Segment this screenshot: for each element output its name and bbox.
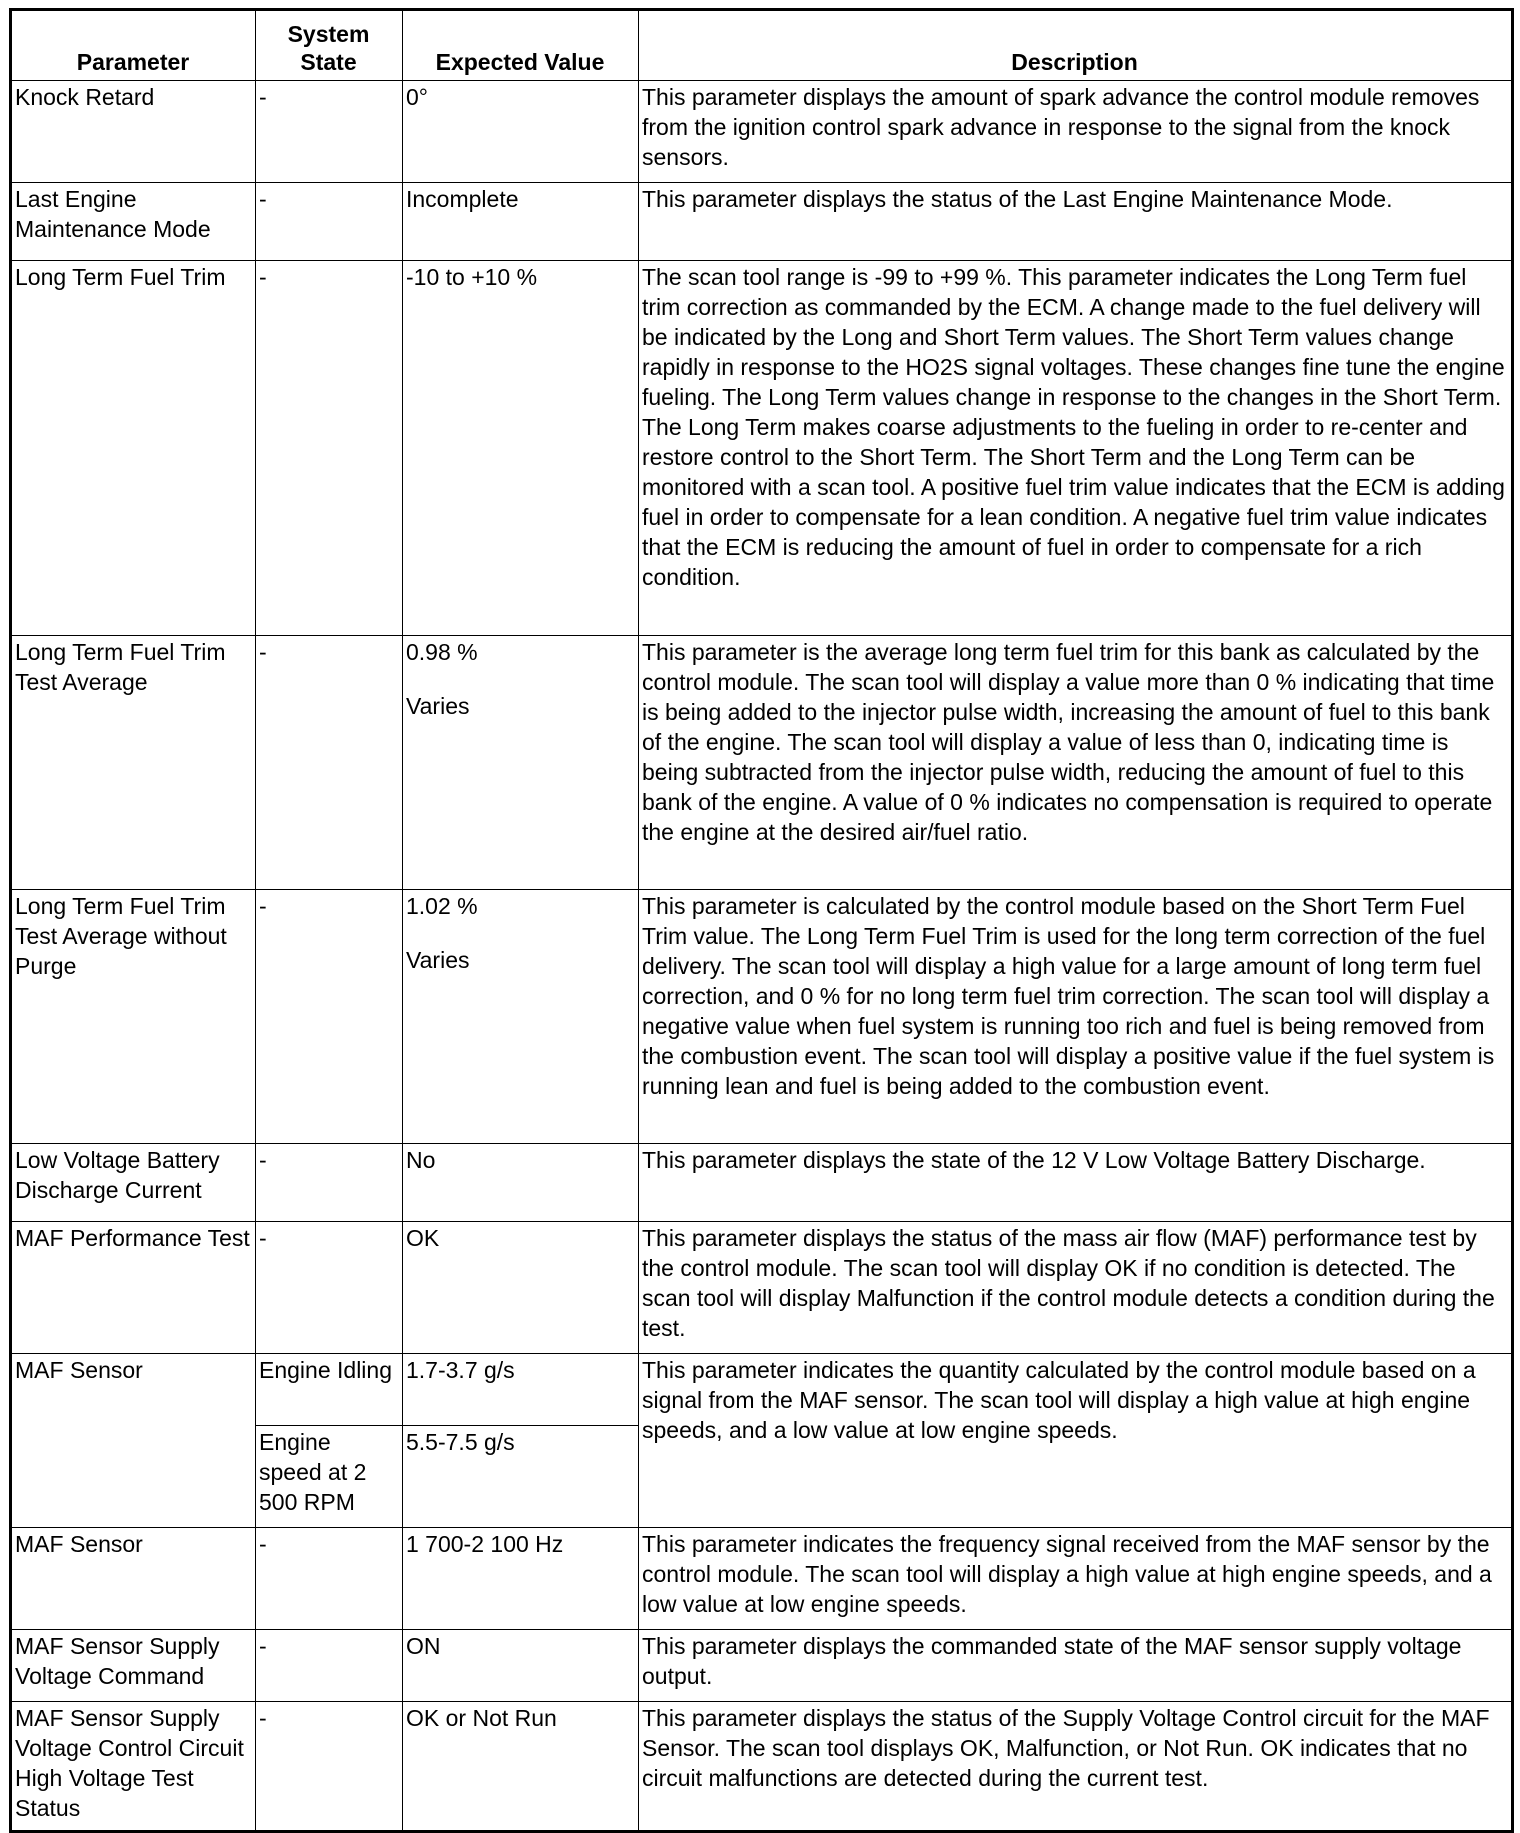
table-row — [11, 636, 1513, 890]
cell-expected-value: -10 to +10 % — [403, 261, 639, 636]
header-description: Description — [639, 10, 1513, 81]
cell-parameter: Last Engine Maintenance Mode — [11, 183, 256, 261]
cell-expected-value: OK — [403, 1222, 639, 1354]
table-row — [11, 1222, 1513, 1354]
cell-system-state: - — [256, 1702, 403, 1832]
table-row — [11, 1354, 1513, 1426]
cell-expected-value: 1.7-3.7 g/s — [403, 1354, 639, 1426]
cell-parameter: Long Term Fuel Trim — [11, 261, 256, 636]
cell-parameter: Low Voltage Battery Discharge Current — [11, 1144, 256, 1222]
cell-expected-value — [403, 890, 639, 1144]
cell-system-state: - — [256, 183, 403, 261]
cell-parameter: MAF Performance Test — [11, 1222, 256, 1354]
document-page — [9, 8, 1511, 1821]
cell-parameter: MAF Sensor — [11, 1528, 256, 1630]
header-expected-value: Expected Value — [403, 10, 639, 81]
cell-expected-value: Incomplete — [403, 183, 639, 261]
cell-parameter: Knock Retard — [11, 81, 256, 183]
cell-expected-value: No — [403, 1144, 639, 1222]
table-row — [11, 1630, 1513, 1702]
cell-expected-value: 0° — [403, 81, 639, 183]
expected-value-line: 0.98 % — [406, 639, 478, 665]
cell-parameter: MAF Sensor Supply Voltage Command — [11, 1630, 256, 1702]
table-row — [11, 81, 1513, 183]
cell-system-state: - — [256, 1222, 403, 1354]
table-header — [11, 10, 1513, 81]
cell-expected-value: 5.5-7.5 g/s — [403, 1426, 639, 1528]
cell-parameter: MAF Sensor Supply Voltage Control Circuit High Voltage Test Status — [11, 1702, 256, 1832]
header-system-state-line1: System — [287, 21, 370, 47]
expected-value-line: Varies — [406, 693, 470, 719]
parameter-table — [9, 8, 1514, 1833]
cell-parameter: MAF Sensor — [11, 1354, 256, 1528]
cell-system-state: - — [256, 890, 403, 1144]
cell-expected-value: OK or Not Run — [403, 1702, 639, 1832]
cell-system-state: - — [256, 1528, 403, 1630]
table-row — [11, 1144, 1513, 1222]
cell-system-state: Engine Idling — [256, 1354, 403, 1426]
header-system-state-line2: State — [300, 49, 357, 75]
table-row — [11, 1528, 1513, 1630]
cell-expected-value — [403, 636, 639, 890]
cell-description: This parameter displays the status of the Last Engine Maintenance Mode. — [639, 183, 1513, 261]
cell-system-state: - — [256, 1630, 403, 1702]
cell-description: The scan tool range is -99 to +99 %. This parameter indicates the Long Term fuel trim correction as commanded by the ECM. A change made to the fuel delivery will be indicated by the Long and Short Term values. The Short Term values change rapidly in response to the HO2S signal voltages. These changes fine tune the engine fueling. The Long Term values change in response to the changes in the Short Term. The Long Term makes coarse adjustments to the fueling in order to re-center and restore control to the Short Term. The Short Term and the Long Term can be monitored with a scan tool. A positive fuel trim value indicates that the ECM is adding fuel in order to compensate for a lean condition. A negative fuel trim value indicates that the ECM is reducing the amount of fuel in order to compensate for a rich condition. — [639, 261, 1513, 636]
cell-system-state: - — [256, 261, 403, 636]
cell-expected-value: 1 700-2 100 Hz — [403, 1528, 639, 1630]
cell-system-state: - — [256, 1144, 403, 1222]
cell-description: This parameter displays the status of the mass air flow (MAF) performance test by the control module. The scan tool will display OK if no condition is detected. The scan tool will display Malfunction if the control module detects a condition during the test. — [639, 1222, 1513, 1354]
cell-parameter: Long Term Fuel Trim Test Average — [11, 636, 256, 890]
cell-description: This parameter displays the amount of spark advance the control module removes from the ignition control spark advance in response to the signal from the knock sensors. — [639, 81, 1513, 183]
cell-description: This parameter displays the state of the 12 V Low Voltage Battery Discharge. — [639, 1144, 1513, 1222]
table-body — [11, 81, 1513, 1832]
expected-value-line: 1.02 % — [406, 893, 478, 919]
cell-description: This parameter is the average long term fuel trim for this bank as calculated by the control module. The scan tool will display a value more than 0 % indicating that time is being added to the injector pulse width, increasing the amount of fuel to this bank of the engine. The scan tool will display a value of less than 0, indicating time is being subtracted from the injector pulse width, reducing the amount of fuel to this bank of the engine. A value of 0 % indicates no compensation is required to operate the engine at the desired air/fuel ratio. — [639, 636, 1513, 890]
table-row — [11, 890, 1513, 1144]
cell-system-state: - — [256, 81, 403, 183]
header-row — [11, 10, 1513, 81]
cell-expected-value: ON — [403, 1630, 639, 1702]
cell-parameter: Long Term Fuel Trim Test Average without Purge — [11, 890, 256, 1144]
table-row — [11, 261, 1513, 636]
cell-description: This parameter displays the status of the Supply Voltage Control circuit for the MAF Sensor. The scan tool displays OK, Malfunction, or Not Run. OK indicates that no circuit malfunctions are detected during the current test. — [639, 1702, 1513, 1832]
header-parameter: Parameter — [11, 10, 256, 81]
cell-system-state: Engine speed at 2 500 RPM — [256, 1426, 403, 1528]
cell-description: This parameter is calculated by the control module based on the Short Term Fuel Trim value. The Long Term Fuel Trim is used for the long term correction of the fuel delivery. The scan tool will display a high value for a large amount of long term fuel correction, and 0 % for no long term fuel trim correction. The scan tool will display a negative value when fuel system is running too rich and fuel is being removed from the combustion event. The scan tool will display a positive value if the fuel system is running lean and fuel is being added to the combustion event. — [639, 890, 1513, 1144]
expected-value-line: Varies — [406, 947, 470, 973]
cell-description: This parameter indicates the quantity calculated by the control module based on a signal from the MAF sensor. The scan tool will display a high value at high engine speeds, and a low value at low engine speeds. — [639, 1354, 1513, 1528]
table-row — [11, 1702, 1513, 1832]
header-system-state — [256, 10, 403, 81]
cell-description: This parameter indicates the frequency signal received from the MAF sensor by the control module. The scan tool will display a high value at high engine speeds, and a low value at low engine speeds. — [639, 1528, 1513, 1630]
cell-system-state: - — [256, 636, 403, 890]
cell-description: This parameter displays the commanded state of the MAF sensor supply voltage output. — [639, 1630, 1513, 1702]
table-row — [11, 183, 1513, 261]
